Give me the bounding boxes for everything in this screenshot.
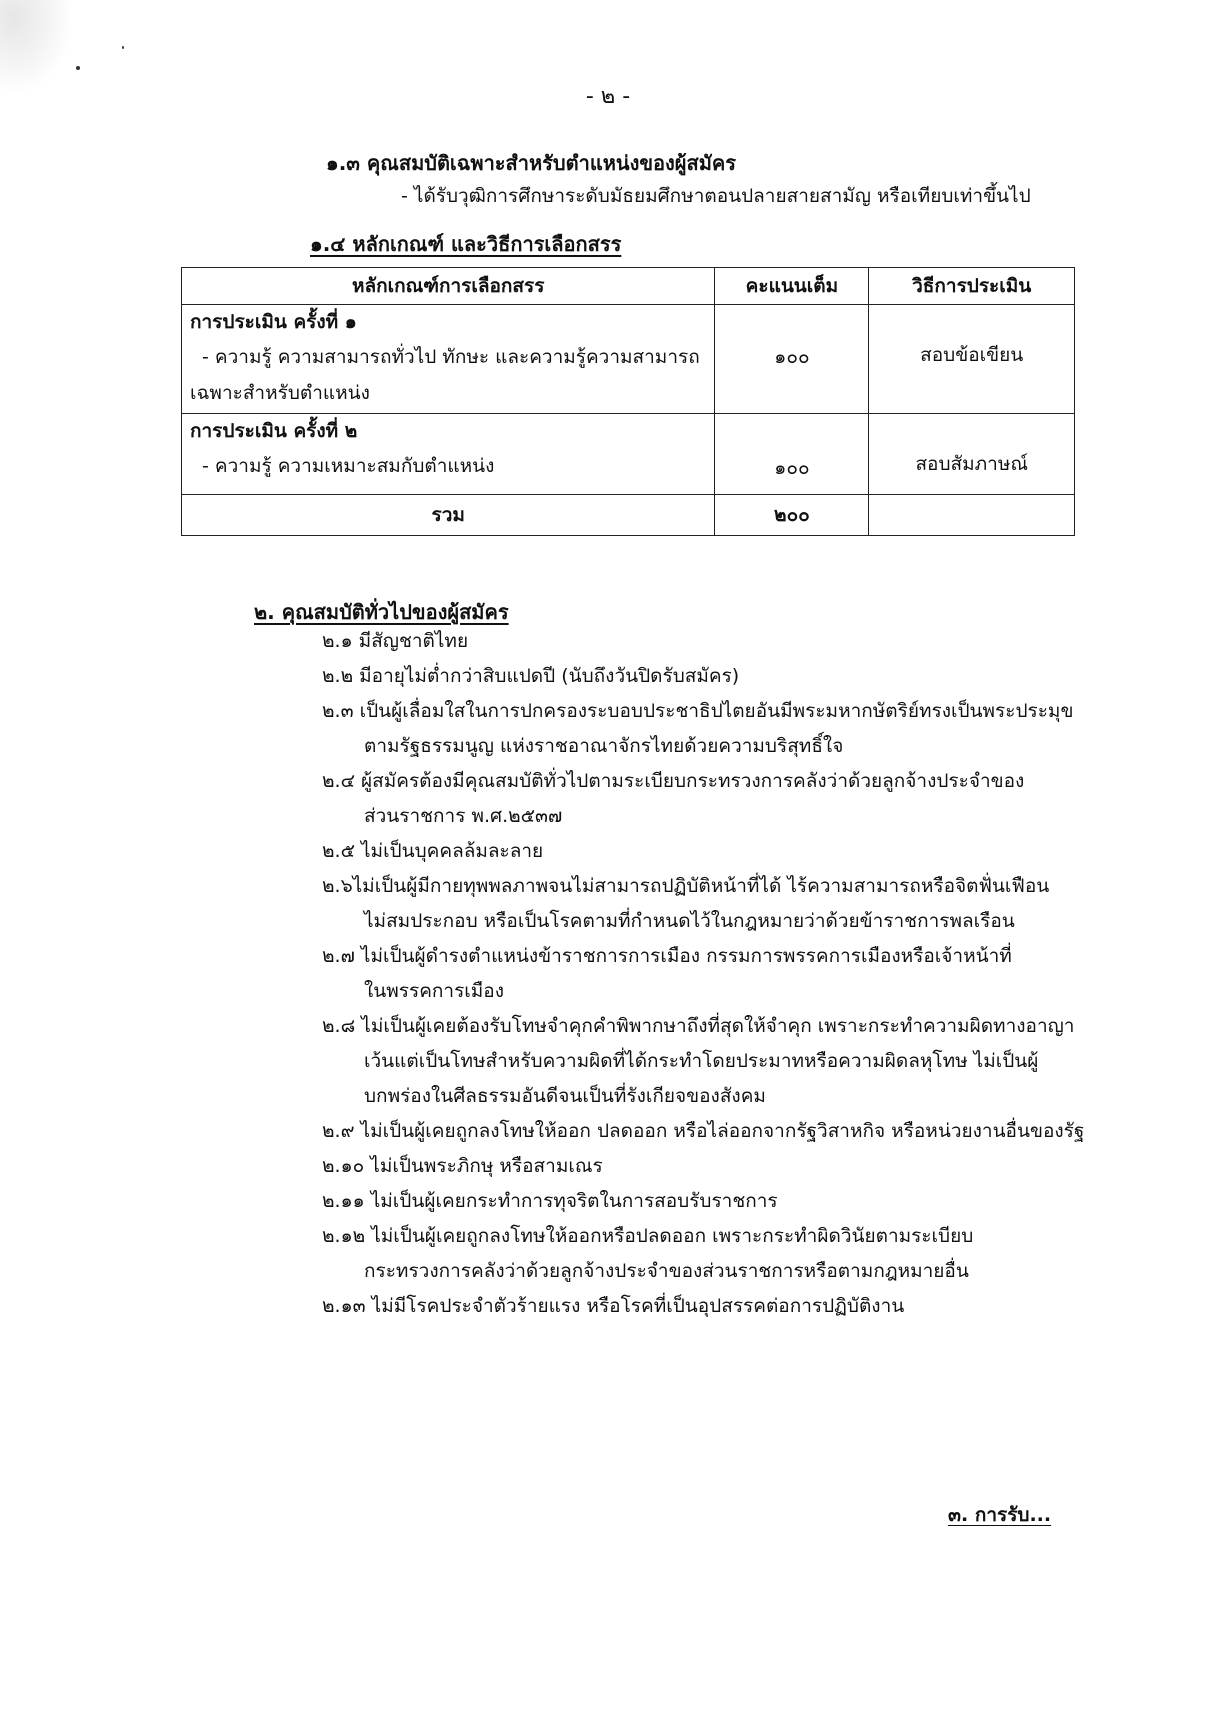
selection-criteria-table — [181, 267, 1075, 536]
list-item — [322, 1149, 1082, 1184]
section-2-heading: ๒. คุณสมบัติทั่วไปของผู้สมัคร — [254, 600, 509, 624]
table-row — [182, 414, 1075, 495]
list-item — [322, 834, 1082, 869]
continuation-footer: ๓. การรับ... — [948, 1504, 1052, 1526]
score-value: ๑๐๐ — [774, 346, 810, 368]
list-item-continuation: ส่วนราชการ พ.ศ.๒๕๓๗ — [364, 805, 563, 827]
scan-speck — [76, 66, 80, 70]
table-total-row — [182, 495, 1075, 536]
list-item — [322, 939, 1082, 1009]
header-full-score: คะแนนเต็ม — [715, 268, 869, 305]
criteria-cell — [182, 305, 715, 414]
scan-speck — [122, 46, 124, 49]
list-item-text: ๒.๘ ไม่เป็นผู้เคยต้องรับโทษจำคุกคำพิพากษาถึงที่สุดให้จำคุก เพราะกระทำความผิดทางอาญา — [322, 1015, 1075, 1037]
list-item — [322, 869, 1082, 939]
total-label: รวม — [182, 495, 715, 536]
list-item-continuation: ในพรรคการเมือง — [364, 980, 504, 1002]
criteria-cell — [182, 414, 715, 495]
scan-shadow — [0, 0, 70, 90]
list-item — [322, 624, 1082, 659]
list-item — [322, 694, 1082, 764]
list-item-text: ๒.๑๓ ไม่มีโรคประจำตัวร้ายแรง หรือโรคที่เป็นอุปสรรคต่อการปฏิบัติงาน — [322, 1295, 905, 1317]
list-item — [322, 659, 1082, 694]
method-value: สอบข้อเขียน — [920, 344, 1024, 366]
list-item — [322, 1114, 1085, 1149]
header-method: วิธีการประเมิน — [869, 268, 1075, 305]
list-item-continuation: บกพร่องในศีลธรรมอันดีจนเป็นที่รังเกียจของสังคม — [364, 1085, 766, 1107]
list-item-text: ๒.๕ ไม่เป็นบุคคลล้มละลาย — [322, 840, 544, 862]
method-cell — [869, 414, 1075, 495]
list-item — [322, 1289, 1082, 1324]
assessment-group: การประเมิน ครั้งที่ ๒ — [190, 420, 358, 442]
table-header-row — [182, 268, 1075, 305]
score-cell — [715, 414, 869, 495]
criteria-line: - ความรู้ ความสามารถทั่วไป ทักษะ และความรู้ความสามารถ — [202, 346, 700, 368]
list-item-text: ๒.๓ เป็นผู้เลื่อมใสในการปกครองระบอบประชาธิปไตยอันมีพระมหากษัตริย์ทรงเป็นพระประมุข — [322, 700, 1074, 722]
method-value: สอบสัมภาษณ์ — [915, 453, 1028, 475]
list-item-continuation: กระทรวงการคลังว่าด้วยลูกจ้างประจำของส่วนราชการหรือตามกฎหมายอื่น — [364, 1260, 969, 1282]
list-item-text: ๒.๒ มีอายุไม่ต่ำกว่าสิบแปดปี (นับถึงวันปิดรับสมัคร) — [322, 665, 740, 687]
total-score: ๒๐๐ — [715, 495, 869, 536]
list-item — [322, 1219, 1082, 1289]
list-item-continuation: เว้นแต่เป็นโทษสำหรับความผิดที่ได้กระทำโดยประมาทหรือความผิดลหุโทษ ไม่เป็นผู้ — [364, 1050, 1039, 1072]
list-item-text: ๒.๑๑ ไม่เป็นผู้เคยกระทำการทุจริตในการสอบรับราชการ — [322, 1190, 778, 1212]
list-item-text: ๒.๑๐ ไม่เป็นพระภิกษุ หรือสามเณร — [322, 1155, 603, 1177]
list-item-text: ๒.๑ มีสัญชาติไทย — [322, 630, 469, 652]
table-row — [182, 305, 1075, 414]
method-cell — [869, 305, 1075, 414]
section-1-4-heading: ๑.๔ หลักเกณฑ์ และวิธีการเลือกสรร — [310, 232, 622, 256]
score-cell — [715, 305, 869, 414]
list-item-continuation: ตามรัฐธรรมนูญ แห่งราชอาณาจักรไทยด้วยความบริสุทธิ์ใจ — [364, 735, 844, 757]
list-item — [322, 1184, 1082, 1219]
list-item — [322, 1009, 1082, 1114]
list-item-continuation: ไม่สมประกอบ หรือเป็นโรคตามที่กำหนดไว้ในกฎหมายว่าด้วยข้าราชการพลเรือน — [364, 910, 1015, 932]
section-1-3-heading: ๑.๓ คุณสมบัติเฉพาะสำหรับตำแหน่งของผู้สมัคร — [326, 151, 737, 175]
criteria-line: - ความรู้ ความเหมาะสมกับตำแหน่ง — [202, 455, 495, 477]
header-criteria: หลักเกณฑ์การเลือกสรร — [182, 268, 715, 305]
page-number: - ๒ - — [585, 84, 631, 109]
list-item-text: ๒.๔ ผู้สมัครต้องมีคุณสมบัติทั่วไปตามระเบียบกระทรวงการคลังว่าด้วยลูกจ้างประจำของ — [322, 770, 1025, 792]
total-method-empty — [869, 495, 1075, 536]
list-item-text: ๒.๗ ไม่เป็นผู้ดำรงตำแหน่งข้าราชการการเมือง กรรมการพรรคการเมืองหรือเจ้าหน้าที่ — [322, 945, 1012, 967]
score-value: ๑๐๐ — [774, 457, 810, 479]
assessment-group: การประเมิน ครั้งที่ ๑ — [190, 311, 357, 333]
section-1-3-text: - ได้รับวุฒิการศึกษาระดับมัธยมศึกษาตอนปลายสายสามัญ หรือเทียบเท่าขึ้นไป — [401, 185, 1031, 207]
list-item — [322, 764, 1082, 834]
general-qualifications-list — [322, 624, 1085, 1324]
criteria-line: เฉพาะสำหรับตำแหน่ง — [190, 382, 370, 404]
list-item-text: ๒.๖ไม่เป็นผู้มีกายทุพพลภาพจนไม่สามารถปฏิบัติหน้าที่ได้ ไร้ความสามารถหรือจิตฟั่นเฟือน — [322, 875, 1050, 897]
list-item-text: ๒.๑๒ ไม่เป็นผู้เคยถูกลงโทษให้ออกหรือปลดออก เพราะกระทำผิดวินัยตามระเบียบ — [322, 1225, 974, 1247]
list-item-text: ๒.๙ ไม่เป็นผู้เคยถูกลงโทษให้ออก ปลดออก หรือไล่ออกจากรัฐวิสาหกิจ หรือหน่วยงานอื่นของรัฐ — [322, 1120, 1085, 1142]
